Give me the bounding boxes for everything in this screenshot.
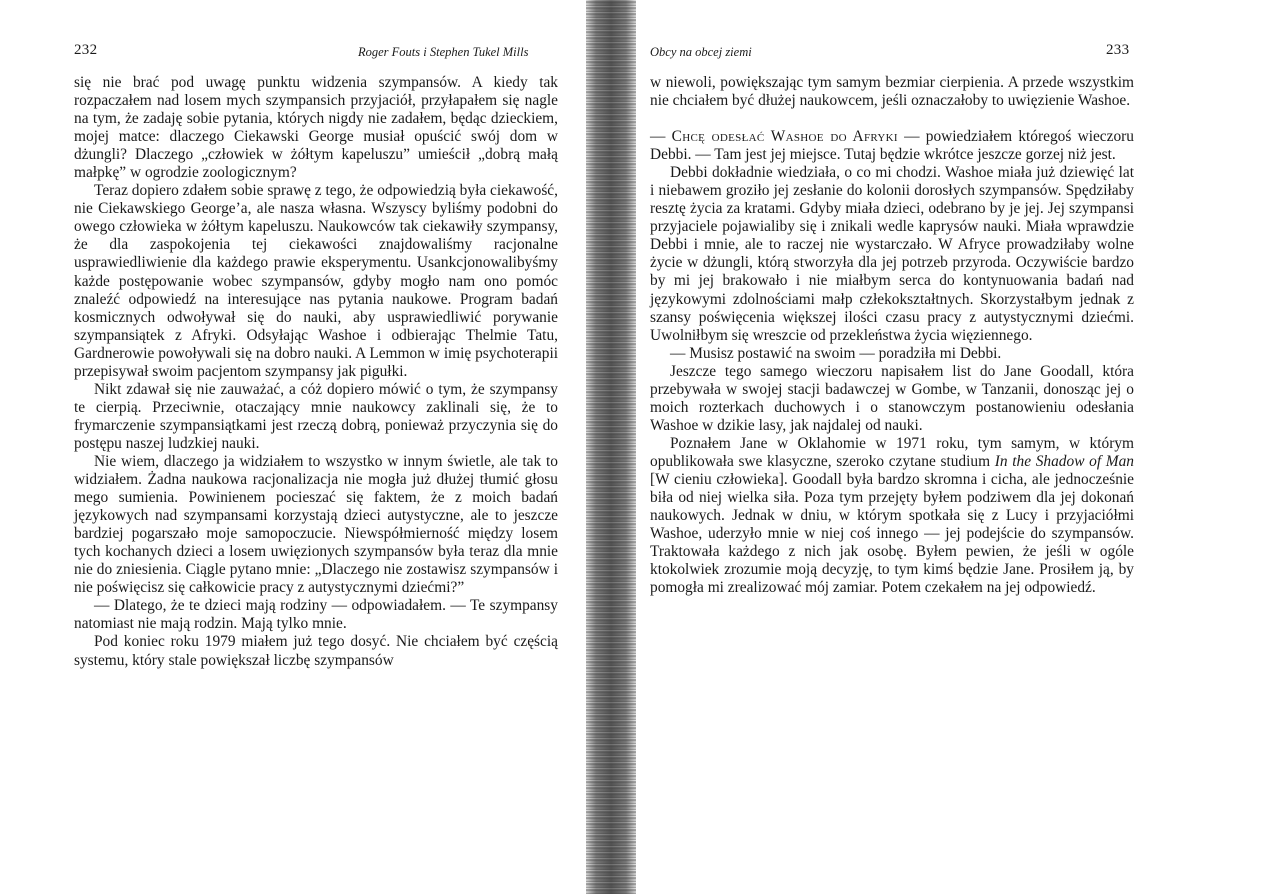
paragraph-end: [W cieniu człowieka]. Goodall była bardzo skromna i cicha, ale jednocześnie biła od niej wielka siła. Poza tym przejęty byłem podziwem dla jej dokonań naukowych. Jednak w dniu, w którym spotkała się z Lucy i przyjaciółmi Washoe, uderzyło mnie w niej coś innego — jej podejście do szympansów. Traktowała każdego z nich jak osobę. Byłem pewien, że jeśli w ogóle ktokolwiek zrozumie moją decyzję, to tym kimś będzie Jane. Prosiłem ją, by pomogła mi zrealizować mój zamiar. Potem czekałem na jej odpowiedź. bbox=[650, 470, 1134, 597]
paragraph: Debbi dokładnie wiedziała, o co mi chodzi. Washoe miała już dziewięć lat i niebawem groziło jej zesłanie do kolonii dorosłych szympansów. Spędziłaby resztę życia za kratami. Gdyby miała dzieci, odebrano by je jej. Jej szympansi przyjaciele pojawialiby się i znikali wedle kaprysów nauki. Miała wprawdzie Debbi i mnie, ale to raczej nie wystarczało. W Afryce prowadziłaby wolne życie w dżungli, którą stworzyła dla jej potrzeb przyroda. Oczywiście bardzo by mi jej brakowało i nie miałbym serca do kontynuowania badań nad językowymi zdolnościami małp człekokształtnych. Skorzystałbym jednak z szansy poświęcenia większej ilości czasu pracy z autystycznymi dziećmi. Uwolniłbym się wreszcie od przekleństwa życia więziennego. bbox=[650, 164, 1134, 344]
paragraph-dialogue bbox=[650, 128, 1134, 164]
body-text bbox=[650, 74, 1134, 597]
paragraph: się nie brać pod uwagę punktu widzenia szympansów. A kiedy tak rozpaczałem nad losem mych szympansich przyjaciół, przyłapałem się nagle na tym, że zadaję sobie pytania, których nigdy nie zadałem, będąc dzieckiem, mojej matce: dlaczego Ciekawski George musiał opuścić swój dom w dżungli? Dlaczego „człowiek w żółtym kapeluszu” umieścił „dobrą małą małpkę” w ogrodzie zoologicznym? bbox=[74, 74, 558, 182]
paragraph: w niewoli, powiększając tym samym bezmiar cierpienia. A przede wszystkim nie chciałem być dłużej naukowcem, jeśli oznaczałoby to uwięzienie Washoe. bbox=[650, 74, 1134, 110]
dialogue-mid: — powiedziałem któregoś wieczoru Debbi. — bbox=[650, 128, 1134, 164]
page-number: 232 bbox=[74, 42, 98, 58]
paragraph: Jeszcze tego samego wieczoru napisałem list do Jane Goodall, która przebywała w swojej stacji badawczej w Gombe, w Tanzanii, donosząc jej o moich rozterkach duchowych i o stanowczym postanowieniu odesłania Washoe w dzikie lasy, jak najdalej od nauki. bbox=[650, 362, 1134, 434]
book-title: In the Shadow of Man bbox=[994, 452, 1134, 470]
right-page bbox=[640, 0, 1262, 894]
paragraph: Pod koniec roku 1979 miałem już tego dosyć. Nie chciałem być częścią systemu, który stale powiększał liczbę szympansów bbox=[74, 633, 558, 669]
running-head: Obcy na obcej ziemi bbox=[650, 45, 752, 59]
paragraph: — Musisz postawić na swoim — poradziła mi Debbi. bbox=[670, 344, 1002, 362]
paragraph-start: Poznałem Jane w Oklahomie w 1971 roku, tym samym, w którym opublikowała swe klasyczne, szeroko czytane studium bbox=[650, 434, 1134, 470]
paragraph: Nie wiem, dlaczego ja widziałem to wszystko w innym świetle, ale tak to widziałem. Żadna naukowa racjonalizacja nie mogła już dłużej tłumić głosu mego sumienia. Powinienem pocieszać się faktem, że z moich badań językowych nad szympansami korzystają dzieci autystyczne, ale to jeszcze bardziej pogarszało moje samopoczucie. Niewspółmierność między losem tych kochanych dzieci a losem uwięzionych szympansów była teraz dla mnie nie do zniesienia. Ciągle pytano mnie: „Dlaczego nie zostawisz szympansów i nie poświęcisz się całkowicie pracy z autystycznymi dziećmi?” bbox=[74, 452, 558, 597]
paragraph bbox=[650, 435, 1134, 597]
left-page bbox=[0, 0, 600, 894]
page-number: 233 bbox=[1106, 42, 1130, 58]
paragraph: Nikt zdawał się nie zauważać, a cóż dopiero mówić o tym, że szympansy te cierpią. Przeciwnie, otaczający mnie naukowcy zaklinali się, że to frymarczenie szympansiątkami jest rzeczą dobrą, ponieważ przyczynia się do postępu naszej ludzkiej nauki. bbox=[74, 380, 558, 452]
body-text bbox=[74, 74, 558, 670]
running-head: Roger Fouts i Stephen Tukel Mills bbox=[358, 45, 529, 59]
dash: — bbox=[650, 128, 672, 146]
smallcaps-opening: Chcę odesłać Washoe do Afryki bbox=[671, 128, 898, 146]
dialogue-end: Tam jest jej miejsce. Tutaj będzie wkrótce jeszcze gorzej niż jest. bbox=[714, 146, 1116, 164]
paragraph: Teraz dopiero zdałem sobie sprawę z tego, że odpowiedzią była ciekawość, nie Ciekawskiego George’a, ale nasza własna. Wszyscy byliśmy podobni do owego człowieka w żółtym kapeluszu. Naukowców tak ciekawiły szympansy, że dla zaspokojenia tej ciekawości znajdowaliśmy racjonalne usprawiedliwienie dla każdego prawie eksperymentu. Usankcjonowalibyśmy każde postępowanie wobec szympansów, gdyby mogło nam ono pomóc znaleźć odpowiedź na interesujące nas pytania naukowe. Program badań kosmicznych odwoływał się do nauki, aby usprawiedliwić porywanie szympansiątek z Afryki. Odsyłając Washoe i odbierając Thelmie Tatu, Gardnerowie powoływali się na dobro nauki. A Lemmon w imię psychoterapii przepisywał swoim pacjentom szympansy jak pigułki. bbox=[74, 182, 558, 380]
paragraph: — Dlatego, że te dzieci mają rodziny — odpowiadałem. — Te szympansy natomiast nie mają rodzin. Mają tylko mnie. bbox=[74, 597, 558, 633]
